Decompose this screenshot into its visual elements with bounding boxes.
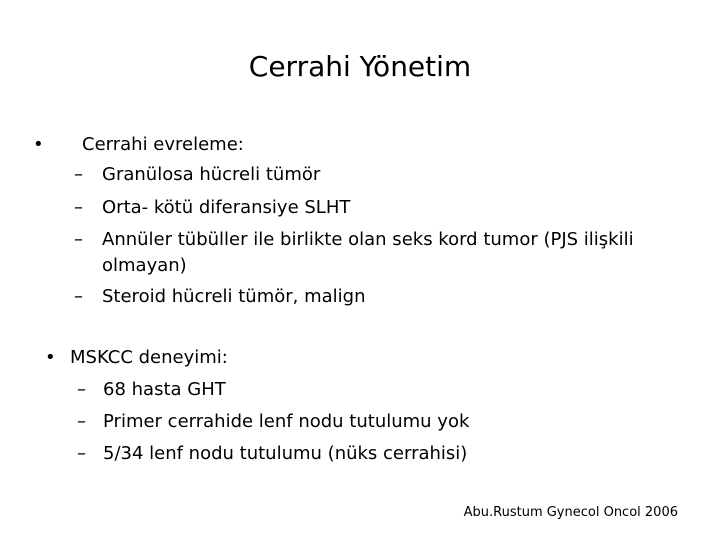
- sub-bullet-text: 68 hasta GHT: [103, 379, 226, 400]
- sub-bullet-text-continuation: olmayan): [102, 255, 187, 276]
- sub-bullet-marker: –: [77, 379, 86, 400]
- sub-bullet-text: Primer cerrahide lenf nodu tutulumu yok: [103, 411, 470, 432]
- bullet-marker: •: [33, 134, 44, 155]
- sub-bullet-marker: –: [77, 443, 86, 464]
- citation-text: Abu.Rustum Gynecol Oncol 2006: [463, 505, 678, 520]
- sub-bullet-marker: –: [77, 411, 86, 432]
- sub-bullet-marker: –: [74, 164, 83, 185]
- sub-bullet-text: Steroid hücreli tümör, malign: [102, 286, 366, 307]
- bullet-marker: •: [45, 347, 56, 368]
- sub-bullet-text: Granülosa hücreli tümör: [102, 164, 321, 185]
- sub-bullet-text: Annüler tübüller ile birlikte olan seks kord tumor (PJS ilişkili: [102, 229, 634, 250]
- sub-bullet-marker: –: [74, 229, 83, 250]
- sub-bullet-text: Orta- kötü diferansiye SLHT: [102, 197, 351, 218]
- bullet-text-cerrahi-evreleme: Cerrahi evreleme:: [82, 134, 244, 155]
- bullet-text-mskcc-deneyimi: MSKCC deneyimi:: [70, 347, 228, 368]
- sub-bullet-text: 5/34 lenf nodu tutulumu (nüks cerrahisi): [103, 443, 468, 464]
- sub-bullet-marker: –: [74, 197, 83, 218]
- slide-title: Cerrahi Yönetim: [248, 50, 472, 83]
- sub-bullet-marker: –: [74, 286, 83, 307]
